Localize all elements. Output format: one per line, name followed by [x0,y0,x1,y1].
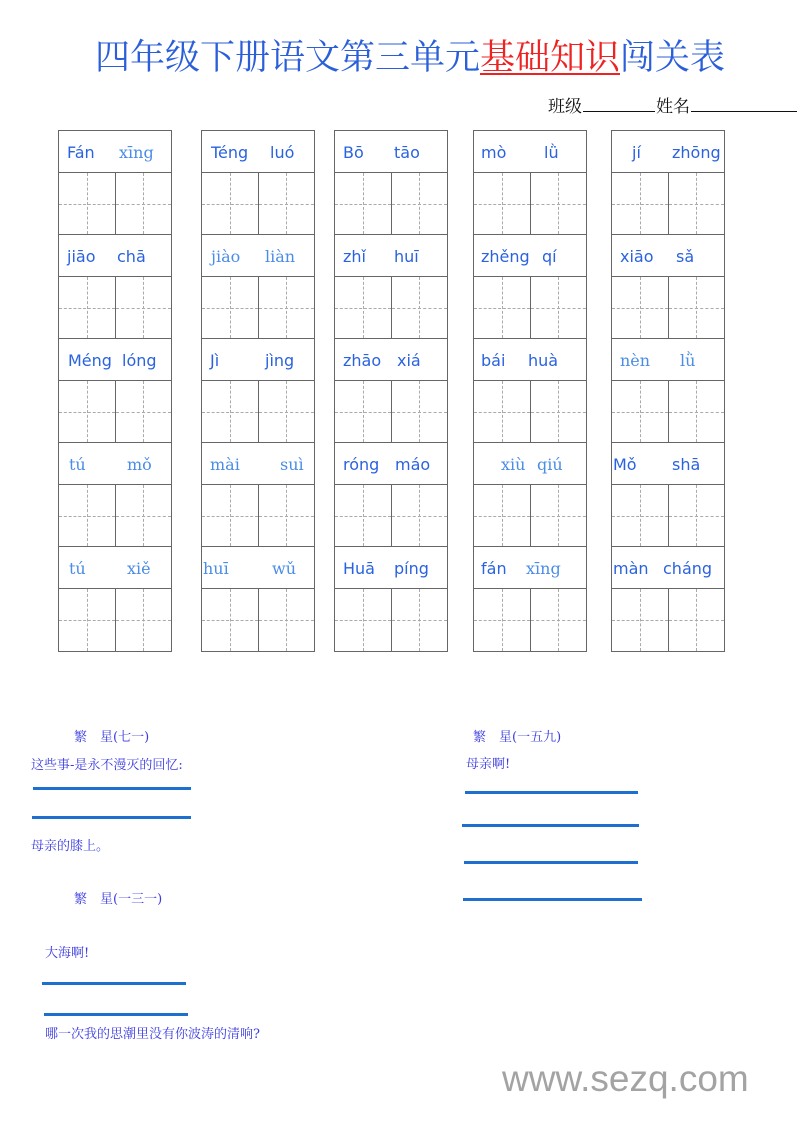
writing-cell[interactable] [335,381,391,442]
writing-cell[interactable] [335,173,391,234]
pinyin-column-5 [611,130,725,652]
poem-71-blank-2[interactable] [32,816,191,819]
pinyin-left: Fán [67,143,95,162]
pinyin-header [59,235,171,277]
writing-cell[interactable] [202,173,258,234]
writing-cell[interactable] [530,381,587,442]
poem-159-blank-4[interactable] [463,898,642,901]
poem-159-blank-2[interactable] [462,824,639,827]
pinyin-header [202,547,314,589]
pinyin-right: xīng [526,559,561,578]
word-block [202,339,314,443]
poem-71-line1: 这些事-是永不漫灭的回忆: [31,758,183,773]
class-field[interactable] [583,95,655,112]
pinyin-right: liàn [265,247,296,266]
writing-cell[interactable] [391,485,448,546]
writing-cell[interactable] [530,277,587,338]
word-block [612,443,724,547]
word-block [59,235,171,339]
pinyin-right: tāo [394,143,420,162]
word-block [612,131,724,235]
pinyin-column-1 [58,130,172,652]
pinyin-right: lǜ [544,143,559,162]
pinyin-header [335,339,447,381]
writing-cell[interactable] [530,173,587,234]
poem-131-blank-1[interactable] [42,982,186,985]
word-block [335,131,447,235]
poem-159-line1: 母亲啊! [466,757,511,772]
pinyin-left: fán [481,559,507,578]
writing-cell[interactable] [530,589,587,651]
writing-grid [59,381,171,443]
pinyin-right: sǎ [676,247,695,266]
word-block [202,235,314,339]
writing-grid [59,173,171,235]
writing-grid [612,485,724,547]
pinyin-left: zhǐ [343,247,366,266]
pinyin-left: Jì [210,351,220,370]
pinyin-left: Méng [68,351,112,370]
poem-159-heading: 繁 星(一五九) [473,730,562,745]
title-highlight: 基础知识 [479,38,620,78]
pinyin-header [202,131,314,173]
word-block [202,547,314,651]
poem-131-heading: 繁 星(一三一) [74,892,163,907]
pinyin-header [612,443,724,485]
writing-grid [202,277,314,339]
pinyin-right: suì [280,455,304,474]
writing-cell[interactable] [474,173,530,234]
pinyin-left: màn [613,559,649,578]
pinyin-column-3 [334,130,448,652]
pinyin-right: shā [672,455,701,474]
pinyin-left: jí [632,143,641,162]
writing-cell[interactable] [668,277,725,338]
pinyin-left: nèn [620,351,651,370]
writing-cell[interactable] [59,277,115,338]
writing-cell[interactable] [668,381,725,442]
writing-cell[interactable] [612,381,668,442]
writing-cell[interactable] [115,485,172,546]
writing-grid [474,381,586,443]
pinyin-right: qiú [537,455,563,474]
writing-cell[interactable] [258,277,315,338]
pinyin-right: huī [394,247,419,266]
pinyin-left: jiāo [67,247,96,266]
pinyin-right: chā [117,247,146,266]
word-block [59,339,171,443]
pinyin-right: píng [394,559,429,578]
writing-cell[interactable] [335,277,391,338]
pinyin-right: lóng [122,351,157,370]
pinyin-left: bái [481,351,506,370]
writing-cell[interactable] [258,381,315,442]
pinyin-right: qí [542,247,557,266]
writing-cell[interactable] [335,589,391,651]
writing-grid [202,173,314,235]
word-block [474,131,586,235]
pinyin-right: huà [528,351,559,370]
writing-cell[interactable] [258,589,315,651]
writing-cell[interactable] [59,485,115,546]
writing-grid [612,589,724,651]
writing-cell[interactable] [115,173,172,234]
writing-cell[interactable] [612,485,668,546]
pinyin-right: jìng [265,351,295,370]
word-block [474,547,586,651]
pinyin-column-2 [201,130,315,652]
writing-grid [202,485,314,547]
word-block [474,443,586,547]
pinyin-left: Téng [211,143,249,162]
title-part2: 闯关表 [620,38,726,78]
writing-grid [59,277,171,339]
poem-159-blank-3[interactable] [464,861,638,864]
pinyin-right: xiá [397,351,421,370]
writing-cell[interactable] [391,381,448,442]
pinyin-header [202,339,314,381]
pinyin-header [612,235,724,277]
word-block [474,235,586,339]
pinyin-header [474,547,586,589]
word-block [474,339,586,443]
pinyin-header [474,443,586,485]
writing-cell[interactable] [202,381,258,442]
pinyin-header [59,547,171,589]
word-block [59,547,171,651]
pinyin-header [59,443,171,485]
pinyin-header [59,339,171,381]
writing-grid [202,589,314,651]
pinyin-left: tú [69,559,86,578]
name-field[interactable] [691,95,797,112]
pinyin-left: huī [203,559,229,578]
poem-131-line-end: 哪一次我的思潮里没有你波涛的清响? [45,1027,260,1042]
word-block [612,547,724,651]
writing-cell[interactable] [391,173,448,234]
pinyin-header [202,443,314,485]
pinyin-header [474,235,586,277]
writing-cell[interactable] [202,277,258,338]
pinyin-right: cháng [663,559,713,578]
poem-131-line1: 大海啊! [45,946,90,961]
pinyin-header [335,131,447,173]
pinyin-right: xīng [119,143,154,162]
writing-grid [612,277,724,339]
writing-grid [335,485,447,547]
pinyin-left: Mǒ [613,455,637,474]
word-block [612,235,724,339]
writing-grid [59,485,171,547]
title-part1: 四年级下册语文第三单元 [94,38,480,78]
pinyin-right: lǜ [680,351,696,370]
writing-grid [335,589,447,651]
writing-cell[interactable] [612,173,668,234]
pinyin-header [59,131,171,173]
writing-grid [474,485,586,547]
writing-grid [202,381,314,443]
pinyin-header [335,443,447,485]
pinyin-left: zhāo [343,351,382,370]
word-block [335,443,447,547]
writing-grid [59,589,171,651]
writing-cell[interactable] [202,589,258,651]
writing-grid [335,277,447,339]
page-title [0,30,800,80]
pinyin-right: zhōng [672,143,721,162]
writing-cell[interactable] [391,589,448,651]
writing-cell[interactable] [115,381,172,442]
writing-cell[interactable] [474,589,530,651]
writing-cell[interactable] [59,173,115,234]
pinyin-left: Huā [343,559,375,578]
writing-cell[interactable] [258,485,315,546]
word-block [335,547,447,651]
writing-cell[interactable] [59,381,115,442]
writing-grid [335,381,447,443]
word-block [612,339,724,443]
pinyin-right: luó [270,143,295,162]
poem-71-blank-1[interactable] [33,787,191,790]
pinyin-header [335,235,447,277]
student-info [548,92,798,117]
pinyin-left: xiù [501,455,526,474]
writing-cell[interactable] [530,485,587,546]
word-block [202,443,314,547]
pinyin-header [474,339,586,381]
pinyin-left: mài [210,455,240,474]
writing-grid [474,173,586,235]
writing-cell[interactable] [202,485,258,546]
writing-grid [612,381,724,443]
pinyin-header [612,131,724,173]
writing-cell[interactable] [668,485,725,546]
word-block [335,339,447,443]
pinyin-left: xiāo [620,247,654,266]
poem-131-blank-2[interactable] [44,1013,188,1016]
name-label: 姓名 [656,97,690,117]
pinyin-right: mǒ [127,455,152,474]
pinyin-column-4 [473,130,587,652]
pinyin-right: xiě [127,559,151,578]
writing-cell[interactable] [668,173,725,234]
pinyin-left: tú [69,455,86,474]
word-block [59,131,171,235]
writing-grid [474,589,586,651]
writing-cell[interactable] [474,381,530,442]
pinyin-header [612,339,724,381]
writing-cell[interactable] [391,277,448,338]
word-block [202,131,314,235]
pinyin-left: mò [481,143,507,162]
class-label: 班级 [548,97,582,117]
writing-cell[interactable] [668,589,725,651]
pinyin-left: jiào [211,247,241,266]
pinyin-header [202,235,314,277]
word-block [59,443,171,547]
writing-grid [612,173,724,235]
writing-cell[interactable] [474,485,530,546]
pinyin-left: Bō [343,143,364,162]
poem-71-line-end: 母亲的膝上。 [31,839,110,854]
pinyin-header [612,547,724,589]
writing-cell[interactable] [59,589,115,651]
writing-cell[interactable] [612,277,668,338]
writing-cell[interactable] [115,589,172,651]
pinyin-header [474,131,586,173]
poem-159-blank-1[interactable] [465,791,638,794]
writing-cell[interactable] [258,173,315,234]
watermark: www.sezq.com [502,1058,749,1099]
writing-grid [474,277,586,339]
pinyin-right: wǔ [272,559,296,578]
word-block [335,235,447,339]
writing-grid [335,173,447,235]
writing-cell[interactable] [612,589,668,651]
writing-cell[interactable] [474,277,530,338]
pinyin-right: máo [395,455,431,474]
pinyin-left: zhěng [481,247,530,266]
writing-cell[interactable] [115,277,172,338]
writing-cell[interactable] [335,485,391,546]
pinyin-header [335,547,447,589]
poem-71-heading: 繁 星(七一) [74,730,150,745]
pinyin-left: róng [343,455,380,474]
